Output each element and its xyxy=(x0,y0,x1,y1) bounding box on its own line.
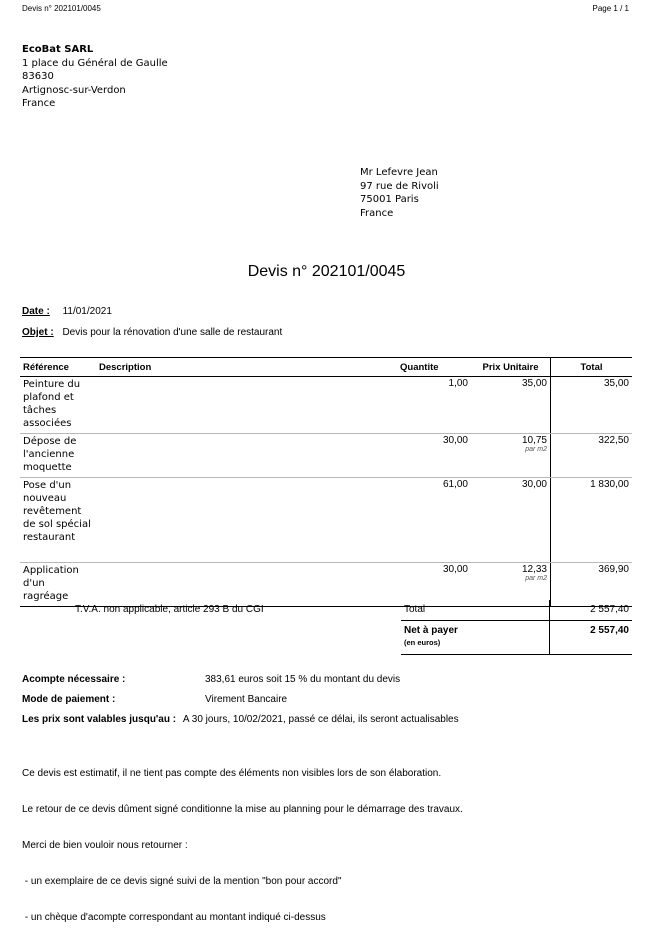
table-row xyxy=(20,434,632,478)
items-table xyxy=(20,357,632,607)
row-quantity: 61,00 xyxy=(397,478,471,563)
header-reference: Devis n° 202101/0045 xyxy=(22,4,101,13)
condition-label: Les prix sont valables jusqu'au : xyxy=(22,714,177,725)
total-value: 2 557,40 xyxy=(590,604,629,615)
table-header-row xyxy=(20,358,632,377)
row-unit-price-value: 35,00 xyxy=(521,378,547,389)
table-row xyxy=(20,563,632,607)
totals-separator xyxy=(401,620,632,621)
emitter-street: 1 place du Général de Gaulle xyxy=(22,57,168,69)
table-row xyxy=(20,377,632,434)
object-line xyxy=(22,327,282,338)
row-quantity: 30,00 xyxy=(397,434,471,478)
row-total: 1 830,00 xyxy=(551,478,633,563)
emitter-country: France xyxy=(22,98,56,109)
footer-line: Le retour de ce devis dûment signé conditionne la mise au planning pour le démarrage des travaux. xyxy=(22,804,463,815)
table-row xyxy=(20,478,632,563)
condition-value: A 30 jours, 10/02/2021, passé ce délai, ils seront actualisables xyxy=(182,714,459,725)
totals-bottom-rule xyxy=(401,654,632,655)
footer-notes xyxy=(22,744,463,936)
row-reference: Peinture du plafond et tâches associées xyxy=(20,377,96,434)
net-to-pay-value: 2 557,40 xyxy=(590,625,629,636)
condition-label: Acompte nécessaire : xyxy=(22,674,126,685)
net-to-pay-label: Net à payer xyxy=(404,625,458,636)
col-reference: Référence xyxy=(20,358,96,377)
emitter-postcode: 83630 xyxy=(22,71,54,82)
conditions-block xyxy=(22,674,642,734)
col-total: Total xyxy=(551,358,633,377)
row-total: 322,50 xyxy=(551,434,633,478)
row-unit-price xyxy=(471,434,551,478)
net-to-pay-currency: (en euros) xyxy=(404,638,441,647)
condition-payment-mode xyxy=(22,694,642,714)
total-label: Total xyxy=(404,604,426,615)
condition-validity xyxy=(22,714,642,734)
condition-value: Virement Bancaire xyxy=(205,694,288,705)
footer-line: - un exemplaire de ce devis signé suivi de la mention "bon pour accord" xyxy=(22,876,342,887)
document-title: Devis n° 202101/0045 xyxy=(247,263,406,280)
condition-label: Mode de paiement : xyxy=(22,694,116,705)
col-unit-price: Prix Unitaire xyxy=(471,358,551,377)
client-country: France xyxy=(360,207,394,219)
client-city: 75001 Paris xyxy=(360,194,419,205)
condition-deposit xyxy=(22,674,642,694)
row-reference: Dépose de l'ancienne moquette xyxy=(20,434,96,478)
row-reference: Application d'un ragréage xyxy=(20,563,96,607)
row-quantity: 1,00 xyxy=(397,377,471,434)
row-unit: par m2 xyxy=(525,575,547,582)
object-label: Objet : xyxy=(22,327,54,338)
col-quantity: Quantite xyxy=(397,358,471,377)
row-description xyxy=(96,563,397,607)
row-description xyxy=(96,377,397,434)
row-description xyxy=(96,478,397,563)
row-unit-price-value: 12,33 xyxy=(521,564,547,575)
emitter-address-block xyxy=(22,43,168,111)
row-quantity: 30,00 xyxy=(397,563,471,607)
date-value: 11/01/2021 xyxy=(62,306,112,317)
client-address-block xyxy=(360,166,439,220)
client-name: Mr Lefevre Jean xyxy=(360,167,438,178)
footer-line: Ce devis est estimatif, il ne tient pas compte des éléments non visibles lors de son élaboration. xyxy=(22,768,442,779)
row-reference: Pose d'un nouveau revêtement de sol spécial restaurant xyxy=(20,478,96,563)
row-unit: par m2 xyxy=(525,446,547,453)
row-unit-price xyxy=(471,377,551,434)
date-label: Date : xyxy=(22,306,50,317)
col-description: Description xyxy=(96,358,397,377)
date-line xyxy=(22,306,112,317)
tva-note: T.V.A. non applicable, article 293 B du CGI xyxy=(75,604,264,615)
emitter-city: Artignosc-sur-Verdon xyxy=(22,84,126,96)
row-unit-price xyxy=(471,563,551,607)
totals-divider xyxy=(549,600,550,655)
page-number: Page 1 / 1 xyxy=(592,4,629,13)
client-street: 97 rue de Rivoli xyxy=(360,180,439,192)
footer-line: Merci de bien vouloir nous retourner : xyxy=(22,840,188,851)
footer-line: - un chèque d'acompte correspondant au montant indiqué ci-dessus xyxy=(22,912,326,923)
row-total: 369,90 xyxy=(551,563,633,607)
row-unit-price-value: 30,00 xyxy=(521,479,547,490)
emitter-name: EcoBat SARL xyxy=(22,44,94,55)
condition-value: 383,61 euros soit 15 % du montant du devis xyxy=(205,674,401,685)
object-value: Devis pour la rénovation d'une salle de restaurant xyxy=(62,327,283,338)
row-total: 35,00 xyxy=(551,377,633,434)
row-unit-price xyxy=(471,478,551,563)
row-description xyxy=(96,434,397,478)
row-unit-price-value: 10,75 xyxy=(521,435,547,446)
